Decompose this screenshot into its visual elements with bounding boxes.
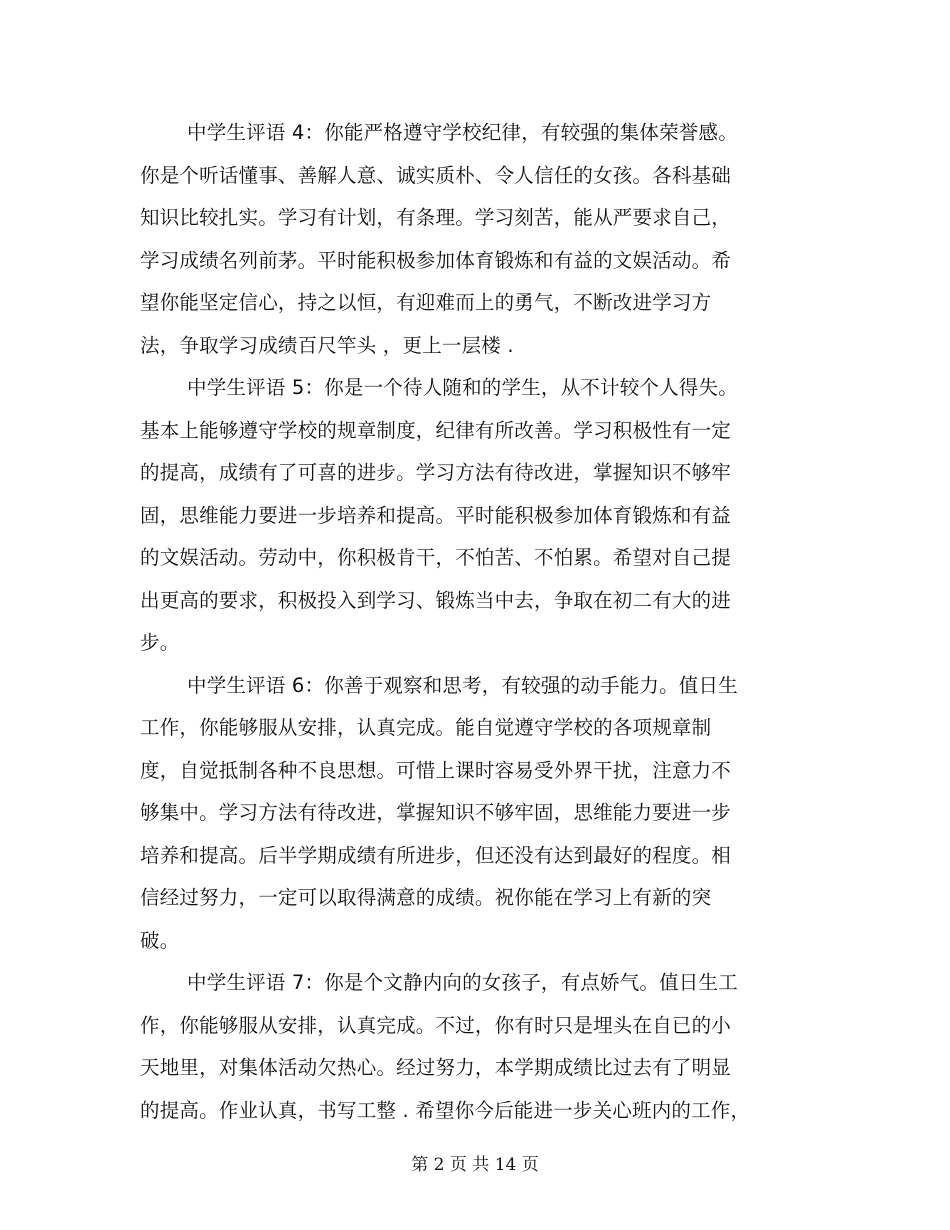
text-line: 的文娱活动。劳动中，你积极肯干，不怕苦、不怕累。希望对自己提 [140, 546, 732, 569]
text-line: 天地里，对集体活动欠热心。经过努力，本学期成绩比过去有了明显 [140, 1056, 732, 1079]
text-line: 望你能坚定信心，持之以恒，有迎难而上的勇气，不断改进学习方 [140, 291, 712, 314]
text-line: 基本上能够遵守学校的规章制度，纪律有所改善。学习积极性有一定 [140, 418, 732, 442]
paragraph-4 [140, 112, 780, 367]
text-line: 法，争取学习成绩百尺竿头 ，更上一层楼 . [140, 333, 514, 357]
paragraph-6 [140, 665, 780, 963]
text-line: 中学生评语 5：你是一个待人随和的学生，从不计较个人得失。 [187, 376, 738, 399]
text-line: 破。 [140, 928, 180, 952]
text-line: 培养和提高。后半学期成绩有所进步，但还没有达到最好的程度。相 [140, 843, 732, 867]
text-line: 的提高。作业认真，书写工整 . 希望你今后能进一步关心班内的工作， [140, 1098, 751, 1122]
text-line: 你是个听话懂事、善解人意、诚实质朴、令人信任的女孩。各科基础 [140, 163, 732, 187]
text-line: 够集中。学习方法有待改进，掌握知识不够牢固，思维能力要进一步 [140, 801, 732, 824]
text-line: 的提高，成绩有了可喜的进步。学习方法有待改进，掌握知识不够牢 [140, 461, 732, 484]
page-footer: 第 2 页 共 14 页 [411, 1155, 539, 1175]
text-line: 出更高的要求，积极投入到学习、锻炼当中去，争取在初二有大的进 [140, 588, 732, 612]
text-line: 步。 [140, 631, 180, 654]
text-line: 度，自觉抵制各种不良思想。可惜上课时容易受外界干扰，注意力不 [140, 758, 732, 782]
text-line: 作，你能够服从安排，认真完成。不过，你有时只是埋头在自已的小 [140, 1013, 732, 1037]
paragraph-7 [140, 962, 780, 1132]
text-line: 中学生评语 7：你是个文静内向的女孩子，有点娇气。值日生工 [187, 971, 738, 994]
text-line: 工作，你能够服从安排，认真完成。能自觉遵守学校的各项规章制 [140, 716, 712, 739]
text-line: 中学生评语 4：你能严格遵守学校纪律，有较强的集体荣誉感。 [187, 121, 738, 144]
paragraph-5 [140, 367, 780, 665]
text-line: 中学生评语 6：你善于观察和思考，有较强的动手能力。值日生 [187, 673, 738, 697]
text-line: 学习成绩名列前茅。平时能积极参加体育锻炼和有益的文娱活动。希 [140, 248, 732, 272]
text-line: 信经过努力，一定可以取得满意的成绩。祝你能在学习上有新的突 [140, 886, 712, 909]
document-body [140, 112, 780, 1132]
text-line: 固，思维能力要进一步培养和提高。平时能积极参加体育锻炼和有益 [140, 503, 732, 527]
text-line: 知识比较扎实。学习有计划，有条理。学习刻苦，能从严要求自己， [140, 206, 732, 229]
